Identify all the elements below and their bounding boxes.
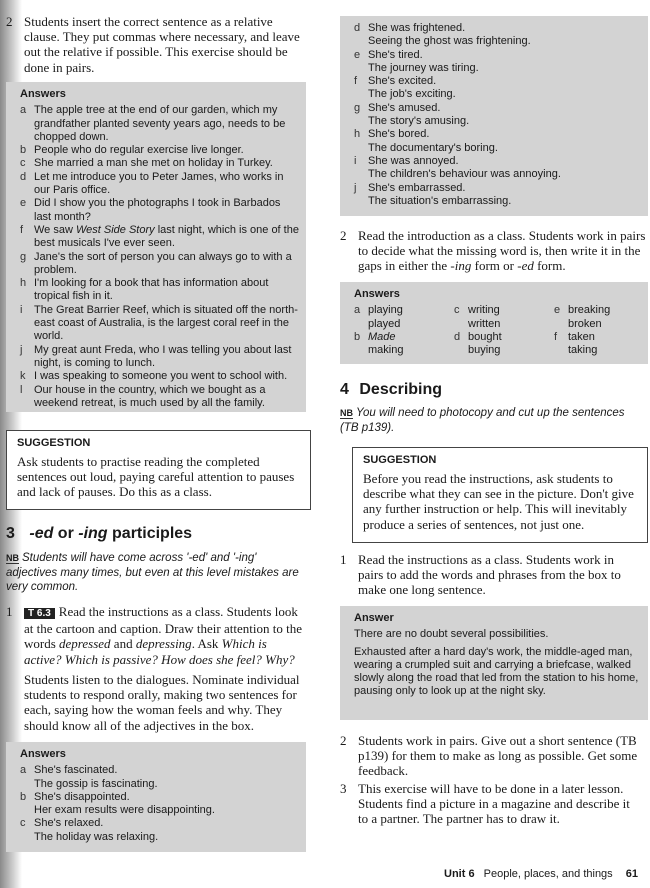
answer-word-1: breaking — [568, 304, 611, 317]
answers-grid — [354, 304, 642, 357]
answer-item — [20, 791, 300, 818]
answer-line-2: The story's amusing. — [368, 115, 470, 128]
answer-item — [354, 128, 642, 155]
answer-text: The apple tree at the end of our garden, which my grandfather planted seventy years ago, needs to be chopped down. — [34, 104, 286, 143]
answer-item — [354, 75, 642, 102]
answer-item — [20, 171, 300, 198]
suggestion-box-1: SUGGESTION Ask students to practise reading the completed sentences out loud, paying careful attention to pauses and lack of pauses. Do this as a class. — [6, 430, 311, 510]
answer-word-1: Made — [368, 330, 396, 343]
answers-box-word-forms: Answers a playing played c writing written e breaking broken b Made making d bought buying f taken taking — [340, 282, 648, 364]
answers-box-participles-continued — [340, 16, 648, 216]
answer-letter: l — [20, 383, 23, 396]
answer-word-1: writing — [468, 304, 500, 317]
audio-track-tag: T 6.3 — [24, 608, 55, 619]
answer-letter: a — [20, 104, 27, 117]
answer-line-2: The situation's embarrassing. — [368, 194, 512, 207]
answer-box-describing: Answer There are no doubt several possibilities. Exhausted after a hard day's work, the middle-aged man, wearing a crumpled suit and carrying a briefcase, walked slowly along the road that led from the station to his home, pausing only to look up at the night sky. — [340, 606, 648, 720]
answer-item — [20, 384, 300, 411]
answer-letter: d — [20, 170, 27, 183]
answer-letter: f — [354, 75, 358, 88]
nb-marker: NB — [6, 553, 19, 563]
answer-letter: d — [454, 330, 461, 343]
answers-list — [354, 22, 642, 208]
answer-item — [354, 22, 642, 49]
nb-marker: NB — [340, 408, 353, 418]
answer-text: Jane's the sort of person you can always go to with a problem. — [34, 250, 292, 276]
answer-letter: h — [354, 128, 361, 141]
exercise-2-instruction: 2 Students insert the correct sentence as a relative clause. They put commas where necessary, and leave out the relative if possible. This exercise should be done in pairs. — [6, 14, 300, 75]
answer-text: We saw West Side Story last night, which is one of the best musicals I've ever seen. — [34, 223, 299, 250]
answer-letter: e — [20, 197, 27, 210]
answer-text: I'm looking for a book that has information about tropical fish in it. — [34, 277, 269, 303]
answer-word-1: playing — [368, 304, 403, 317]
answer-item — [20, 224, 300, 251]
answer-word-2: taking — [568, 344, 598, 357]
section-3-step-1: 1 T 6.3 Read the instructions as a class. Students look at the cartoon and caption. Draw their attention to the words depressed and depressing. Ask Which is active? Which is passive? How does she feel? Why? — [6, 604, 302, 667]
answer-letter: c — [454, 304, 460, 317]
answer-cell — [454, 331, 554, 358]
answer-item — [20, 344, 300, 371]
answer-line-1: She's bored. — [368, 128, 430, 141]
answer-cell — [554, 304, 650, 331]
answer-letter: b — [20, 790, 27, 803]
section-3-heading: 3 -ed or -ing participles — [6, 525, 193, 542]
answers-box-relative-clauses — [6, 82, 306, 412]
section-3-step-2: 2 Read the introduction as a class. Students work in pairs to decide what the missing word is, then write it in the gaps in either the -ing form or -ed form. — [340, 228, 646, 274]
answers-header: Answers — [20, 88, 66, 100]
answer-text: She married a man she met on holiday in Turkey. — [34, 157, 273, 170]
answer-item — [20, 764, 300, 791]
answer-line-1: She's disappointed. — [34, 790, 130, 803]
answer-item — [354, 182, 642, 209]
answer-text: Our house in the country, which we bought as a weekend retreat, is much used by all the family. — [34, 383, 266, 409]
answer-letter: c — [20, 157, 26, 170]
footer-unit: Unit 6 — [444, 868, 475, 880]
answer-line-1: She's fascinated. — [34, 764, 118, 777]
answer-letter: a — [354, 304, 361, 317]
answer-cell — [454, 304, 554, 331]
answer-letter: b — [354, 330, 361, 343]
answer-cell — [354, 331, 454, 358]
answer-letter: g — [354, 101, 361, 114]
answer-text: Did I show you the photographs I took in Barbados last month? — [34, 197, 281, 223]
footer-title: People, places, and things — [483, 868, 613, 880]
answer-line-1: She's amused. — [368, 101, 441, 114]
answer-text: The Great Barrier Reef, which is situated off the north-east coast of Australia, is the largest coral reef in the world. — [34, 303, 298, 343]
answer-line-2: Her exam results were disappointing. — [34, 804, 215, 817]
answer-line-2: The gossip is fascinating. — [34, 777, 158, 790]
answer-line-2: The children's behaviour was annoying. — [368, 168, 561, 181]
answer-word-2: making — [368, 344, 404, 357]
answer-letter: j — [354, 181, 357, 194]
answer-text: People who do regular exercise live longer. — [34, 144, 244, 157]
answer-line-1: She's embarrassed. — [368, 181, 466, 194]
answer-item — [20, 370, 300, 383]
answer-letter: f — [20, 223, 24, 236]
answer-text: Let me introduce you to Peter James, who works in our Paris office. — [34, 170, 284, 197]
answer-letter: i — [20, 303, 23, 316]
answers-list — [20, 764, 300, 844]
answer-line-2: The job's exciting. — [368, 88, 456, 101]
answer-letter: a — [20, 764, 27, 777]
answer-line-1: She was annoyed. — [368, 154, 459, 167]
answers-box-participles: Answers a She's fascinated. The gossip is fascinating. b She's disappointed. Her exam results were disappointing. c She's relaxed. The holiday was relaxing. — [6, 742, 306, 852]
section-3-step-1-continued: Students listen to the dialogues. Nominate individual students to respond orally, making two sentences for each, saying how the woman feels and why. They should know all of the adjectives in the box. — [24, 672, 300, 733]
answer-letter: e — [554, 304, 561, 317]
answer-item — [354, 155, 642, 182]
suggestion-box-2: SUGGESTION Before you read the instructions, ask students to describe what they can see in the picture. Don't give any further instruction or help. This will inevitably produce a series of sentences, not just one. — [352, 447, 648, 543]
page-number: 61 — [625, 868, 638, 880]
answer-line-2: Seeing the ghost was frightening. — [368, 35, 531, 48]
answer-line-1: She's relaxed. — [34, 817, 104, 830]
answer-item — [354, 49, 642, 76]
answer-letter: b — [20, 144, 27, 157]
answer-letter: f — [554, 330, 558, 343]
answer-line-2: The documentary's boring. — [368, 141, 498, 154]
answer-item — [20, 277, 300, 304]
answer-word-2: written — [468, 317, 501, 330]
answer-text: I was speaking to someone you went to school with. — [34, 370, 288, 383]
answer-letter: i — [354, 154, 357, 167]
answer-letter: c — [20, 817, 26, 830]
section-3-note: NB Students will have come across '-ed' and '-ing' adjectives many times, but even at this level mistakes are very common. — [6, 552, 299, 593]
answer-item — [354, 102, 642, 129]
answer-item — [20, 104, 300, 144]
answer-item — [20, 197, 300, 224]
answer-word-2: buying — [468, 344, 501, 357]
answer-letter: h — [20, 277, 27, 290]
answer-text: My great aunt Freda, who I was telling you about last night, is coming to lunch. — [34, 343, 292, 369]
answers-list — [20, 104, 300, 410]
answer-item — [20, 144, 300, 157]
answer-line-2: The holiday was relaxing. — [34, 830, 159, 843]
answer-item — [20, 157, 300, 170]
answer-item — [20, 304, 300, 344]
answer-line-1: She's tired. — [368, 48, 423, 61]
answer-item — [20, 251, 300, 278]
answer-letter: e — [354, 48, 361, 61]
section-4-step-3: 3 This exercise will have to be done in a later lesson. Students find a picture in a magazine and describe it to a partner. The partner has to draw it. — [340, 781, 630, 827]
answer-word-1: taken — [568, 330, 595, 343]
section-4-step-1: 1 Read the instructions as a class. Students work in pairs to add the words and phrases from the box to make one long sentence. — [340, 552, 621, 598]
section-4-step-2: 2 Students work in pairs. Give out a short sentence (TB p139) for them to make as long as possible. Get some feedback. — [340, 733, 638, 779]
answer-line-2: The journey was tiring. — [368, 61, 479, 74]
answer-line-1: She was frightened. — [368, 22, 466, 34]
answer-cell — [354, 304, 454, 331]
answer-line-1: She's excited. — [368, 75, 437, 88]
page-footer — [444, 868, 638, 880]
answer-item — [20, 817, 300, 844]
answer-word-2: played — [368, 317, 401, 330]
section-4-note: NB You will need to photocopy and cut up the sentences (TB p139). — [340, 407, 625, 434]
answer-word-2: broken — [568, 317, 602, 330]
answer-letter: k — [20, 370, 26, 383]
section-4-heading: 4 Describing — [340, 381, 443, 398]
answer-letter: d — [354, 22, 361, 34]
answer-letter: g — [20, 250, 27, 263]
answer-word-1: bought — [468, 330, 502, 343]
answer-cell — [554, 331, 650, 358]
answer-letter: j — [20, 343, 23, 356]
